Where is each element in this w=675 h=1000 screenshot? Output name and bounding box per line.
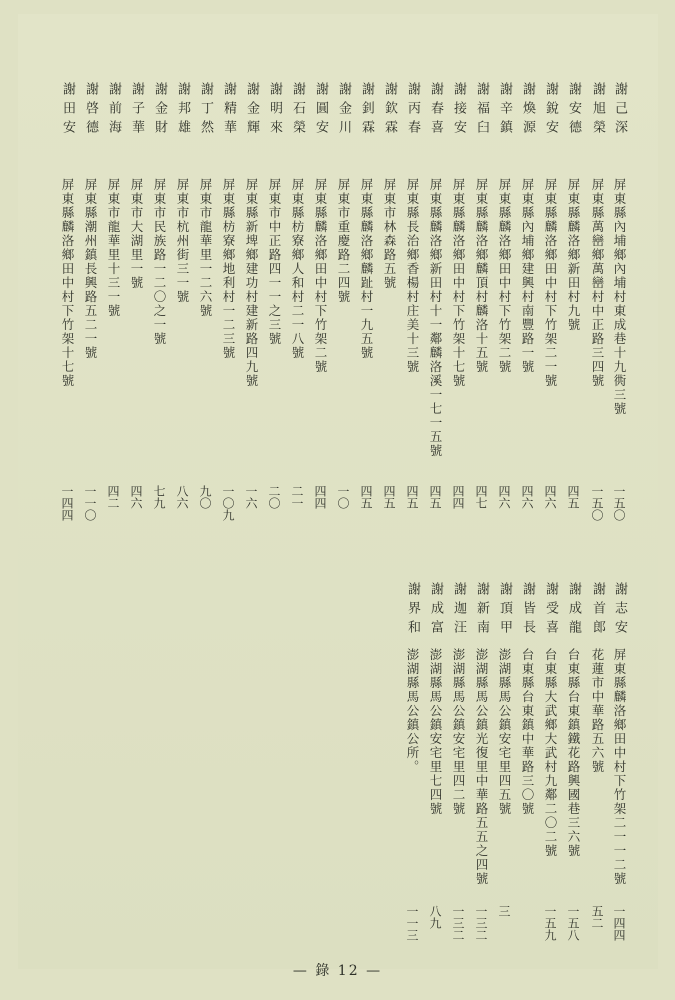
entry-number: 八九 bbox=[428, 905, 442, 929]
entry-address: 屏東市民族路一二〇之一號 bbox=[152, 178, 167, 346]
entry-name: 謝田安 bbox=[60, 82, 75, 139]
entry-address: 花蓮市中華路五六號 bbox=[590, 648, 605, 774]
entry-number: 四七 bbox=[474, 485, 488, 509]
entry-name: 謝己深 bbox=[612, 82, 627, 139]
entry-address: 屏東市大湖里一號 bbox=[129, 178, 144, 290]
entry-address: 屏東縣麟洛鄉田中村下竹架二號 bbox=[313, 178, 328, 374]
entry-number: 四五 bbox=[382, 485, 396, 509]
entry-address: 屏東縣麟洛鄉田中村下竹架二號 bbox=[497, 178, 512, 374]
entry-address: 澎湖縣馬公鎮安宅里四二號 bbox=[451, 648, 466, 816]
entry-number: 四五 bbox=[405, 485, 419, 509]
entry-address: 屏東縣麟洛鄉麟趾村一九五號 bbox=[359, 178, 374, 360]
entry-number: 一五八 bbox=[566, 905, 580, 941]
entry-name: 謝志安 bbox=[612, 582, 627, 639]
entry-address: 屏東縣麟洛鄉田中村下竹架二一一二號 bbox=[612, 648, 627, 886]
entry-number: 三 bbox=[497, 905, 511, 917]
entry-number: 八六 bbox=[175, 485, 189, 509]
entry-name: 謝接安 bbox=[451, 82, 466, 139]
entry-number: 一一三 bbox=[405, 905, 419, 941]
entry-address: 屏東市重慶路二四號 bbox=[336, 178, 351, 304]
entry-address: 屏東縣麟洛鄉新田村九號 bbox=[566, 178, 581, 332]
entry-number: 四六 bbox=[520, 485, 534, 509]
entry-name: 謝安德 bbox=[566, 82, 581, 139]
entry-number: 一四四 bbox=[612, 905, 626, 941]
entry-name: 謝辛鎮 bbox=[497, 82, 512, 139]
entry-number: 五二 bbox=[590, 905, 604, 929]
entry-name: 謝子華 bbox=[129, 82, 144, 139]
entry-name: 謝成龍 bbox=[566, 582, 581, 639]
entry-address: 澎湖縣馬公鎮安宅里七四號 bbox=[428, 648, 443, 816]
entry-number: 一五〇 bbox=[612, 485, 626, 521]
entry-address: 屏東縣麟洛鄉田中村下竹架十七號 bbox=[451, 178, 466, 388]
entry-number: 二一 bbox=[290, 485, 304, 509]
entry-number: 九〇 bbox=[198, 485, 212, 509]
entry-address: 屏東市杭州街三一號 bbox=[175, 178, 190, 304]
entry-name: 謝丁然 bbox=[198, 82, 213, 139]
entry-name: 謝春喜 bbox=[428, 82, 443, 139]
entry-name: 謝頂甲 bbox=[497, 582, 512, 639]
entry-name: 謝迦汪 bbox=[451, 582, 466, 639]
entry-address: 屏東縣長治鄉香楊村庄美十三號 bbox=[405, 178, 420, 374]
entry-address: 台東縣台東鎮鐵花路興國巷三六號 bbox=[566, 648, 581, 858]
entry-name: 謝皆長 bbox=[520, 582, 535, 639]
entry-number: 一三二 bbox=[474, 905, 488, 941]
entry-name: 謝受喜 bbox=[543, 582, 558, 639]
entry-address: 台東縣台東鎮中華路三〇號 bbox=[520, 648, 535, 816]
entry-address: 屏東縣內埔鄉建興村南豐路一號 bbox=[520, 178, 535, 374]
entry-number: 四四 bbox=[451, 485, 465, 509]
entry-number: 四五 bbox=[359, 485, 373, 509]
entry-number: 一〇九 bbox=[221, 485, 235, 521]
entry-number: 四五 bbox=[428, 485, 442, 509]
entry-address: 台東縣大武鄉大武村九鄰二〇二號 bbox=[543, 648, 558, 858]
entry-address: 屏東縣內埔鄉內埔村東成巷十九衖三號 bbox=[612, 178, 627, 416]
entry-address: 屏東縣新埤鄉建功村建新路四九號 bbox=[244, 178, 259, 388]
entry-address: 澎湖縣馬公鎮光復里中華路五五之四號 bbox=[474, 648, 489, 886]
entry-name: 謝成富 bbox=[428, 582, 443, 639]
entry-name: 謝金輝 bbox=[244, 82, 259, 139]
entry-name: 謝金財 bbox=[152, 82, 167, 139]
entry-number: 四六 bbox=[543, 485, 557, 509]
entry-name: 謝新南 bbox=[474, 582, 489, 639]
entry-address: 屏東市林森路五號 bbox=[382, 178, 397, 290]
entry-name: 謝丙春 bbox=[405, 82, 420, 139]
entry-address: 屏東縣潮州鎮長興路五二一號 bbox=[83, 178, 98, 360]
entry-name: 謝啓德 bbox=[83, 82, 98, 139]
entry-number: 一六 bbox=[244, 485, 258, 509]
entry-number: 二〇 bbox=[267, 485, 281, 509]
entry-name: 謝石榮 bbox=[290, 82, 305, 139]
entry-address: 屏東市龍華里一二六號 bbox=[198, 178, 213, 318]
entry-name: 謝精華 bbox=[221, 82, 236, 139]
entry-name: 謝銳安 bbox=[543, 82, 558, 139]
entry-address: 屏東市中正路四一一之三號 bbox=[267, 178, 282, 346]
entry-name: 謝邦雄 bbox=[175, 82, 190, 139]
entry-address: 澎湖縣馬公鎮公所。 bbox=[405, 648, 420, 774]
entry-name: 謝界和 bbox=[405, 582, 420, 639]
entry-number: 四五 bbox=[566, 485, 580, 509]
entry-address: 屏東縣枋寮鄉地利村一二三號 bbox=[221, 178, 236, 360]
entry-address: 屏東縣枋寮鄉人和村二一八號 bbox=[290, 178, 305, 360]
entry-name: 謝旭榮 bbox=[590, 82, 605, 139]
entry-number: 四六 bbox=[497, 485, 511, 509]
entry-number: 一五九 bbox=[543, 905, 557, 941]
entry-name: 謝釗霖 bbox=[359, 82, 374, 139]
entry-address: 屏東市龍華里十三一號 bbox=[106, 178, 121, 318]
entry-address: 屏東縣萬巒鄉萬巒村中正路三四號 bbox=[590, 178, 605, 388]
entry-address: 屏東縣麟洛鄉麟頂村麟洛十五號 bbox=[474, 178, 489, 374]
entry-name: 謝前海 bbox=[106, 82, 121, 139]
entry-address: 屏東縣麟洛鄉田中村下竹架二一號 bbox=[543, 178, 558, 388]
entry-number: 一一〇 bbox=[83, 485, 97, 521]
entry-number: 七九 bbox=[152, 485, 166, 509]
entry-name: 謝欽霖 bbox=[382, 82, 397, 139]
entry-name: 謝明來 bbox=[267, 82, 282, 139]
entry-number: 一四四 bbox=[60, 485, 74, 521]
entry-name: 謝首郎 bbox=[590, 582, 605, 639]
entry-number: 四六 bbox=[129, 485, 143, 509]
entry-name: 謝圓安 bbox=[313, 82, 328, 139]
entry-number: 一五〇 bbox=[590, 485, 604, 521]
entry-address: 屏東縣麟洛鄉新田村十一鄰麟洛溪一七一五號 bbox=[428, 178, 443, 458]
entry-name: 謝福臼 bbox=[474, 82, 489, 139]
page-footer: — 錄 12 — bbox=[292, 963, 383, 979]
entry-number: 一三二 bbox=[451, 905, 465, 941]
entry-address: 屏東縣麟洛鄉田中村下竹架十七號 bbox=[60, 178, 75, 388]
entry-name: 謝煥源 bbox=[520, 82, 535, 139]
entry-address: 澎湖縣馬公鎮安宅里四五號 bbox=[497, 648, 512, 816]
entry-name: 謝金川 bbox=[336, 82, 351, 139]
entry-number: 四四 bbox=[313, 485, 327, 509]
entry-number: 四二 bbox=[106, 485, 120, 509]
entry-number: 一〇 bbox=[336, 485, 350, 509]
